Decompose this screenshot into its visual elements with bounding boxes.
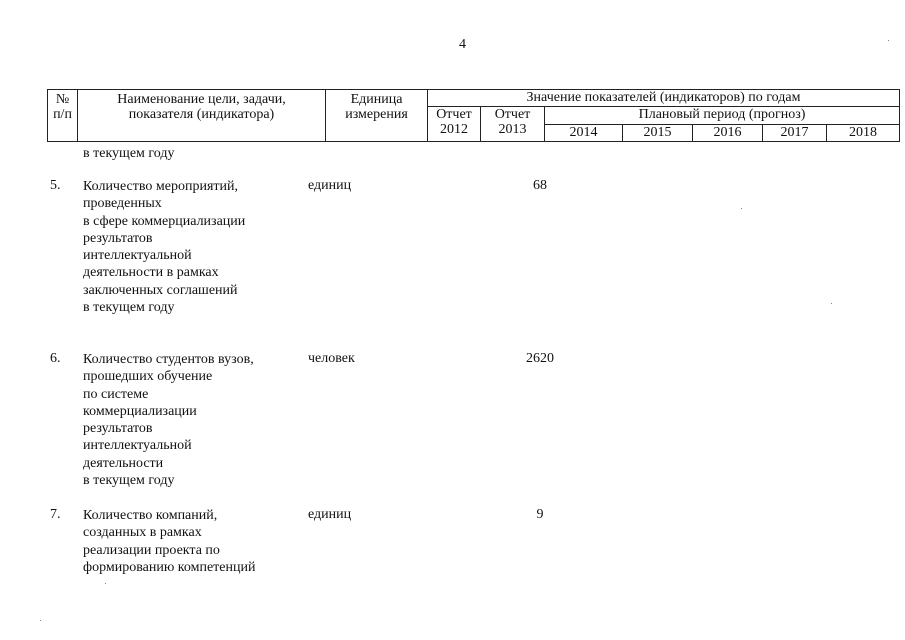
continuation-text: в текущем году [83, 146, 175, 161]
indicator-name: Количество студентов вузов, прошедших обучение по системе коммерциализации результатов интеллектуальной деятельности в текущем году [83, 352, 254, 489]
column-header-year-2015: 2015 [623, 125, 693, 142]
scan-speck [888, 40, 889, 41]
indicator-table-header [47, 89, 900, 142]
indicator-name: Количество компаний, созданных в рамках реализации проекта по формированию компетенций [83, 508, 256, 575]
column-header-unit: Единица измерения [326, 90, 428, 142]
column-header-year-2017: 2017 [763, 125, 827, 142]
row-number: 7. [50, 507, 61, 522]
scan-speck [741, 208, 742, 209]
value-2014: 2620 [526, 351, 554, 366]
column-header-plan-period: Плановый период (прогноз) [545, 107, 900, 125]
column-header-report-2012: Отчет 2012 [428, 107, 481, 142]
indicator-unit: единиц [308, 507, 352, 522]
value-2014: 9 [536, 507, 544, 522]
column-header-number: № п/п [48, 90, 78, 142]
column-header-year-2014: 2014 [545, 125, 623, 142]
indicator-unit: человек [308, 351, 355, 366]
scan-speck [40, 620, 41, 621]
column-header-report-2013: Отчет 2013 [481, 107, 545, 142]
column-header-year-2016: 2016 [693, 125, 763, 142]
scan-speck [831, 303, 832, 304]
value-2014: 68 [533, 178, 547, 193]
scan-speck [105, 583, 106, 584]
indicator-unit: единиц [308, 178, 352, 193]
column-header-year-2018: 2018 [827, 125, 900, 142]
row-number: 5. [50, 178, 61, 193]
column-header-values: Значение показателей (индикаторов) по годам [428, 90, 900, 107]
indicator-name: Количество мероприятий, проведенных в сфере коммерциализации результатов интеллектуальной деятельности в рамках заключенных соглашений в текущем году [83, 179, 246, 316]
page-number: 4 [459, 37, 466, 52]
row-number: 6. [50, 351, 61, 366]
column-header-name: Наименование цели, задачи, показателя (индикатора) [78, 90, 326, 142]
